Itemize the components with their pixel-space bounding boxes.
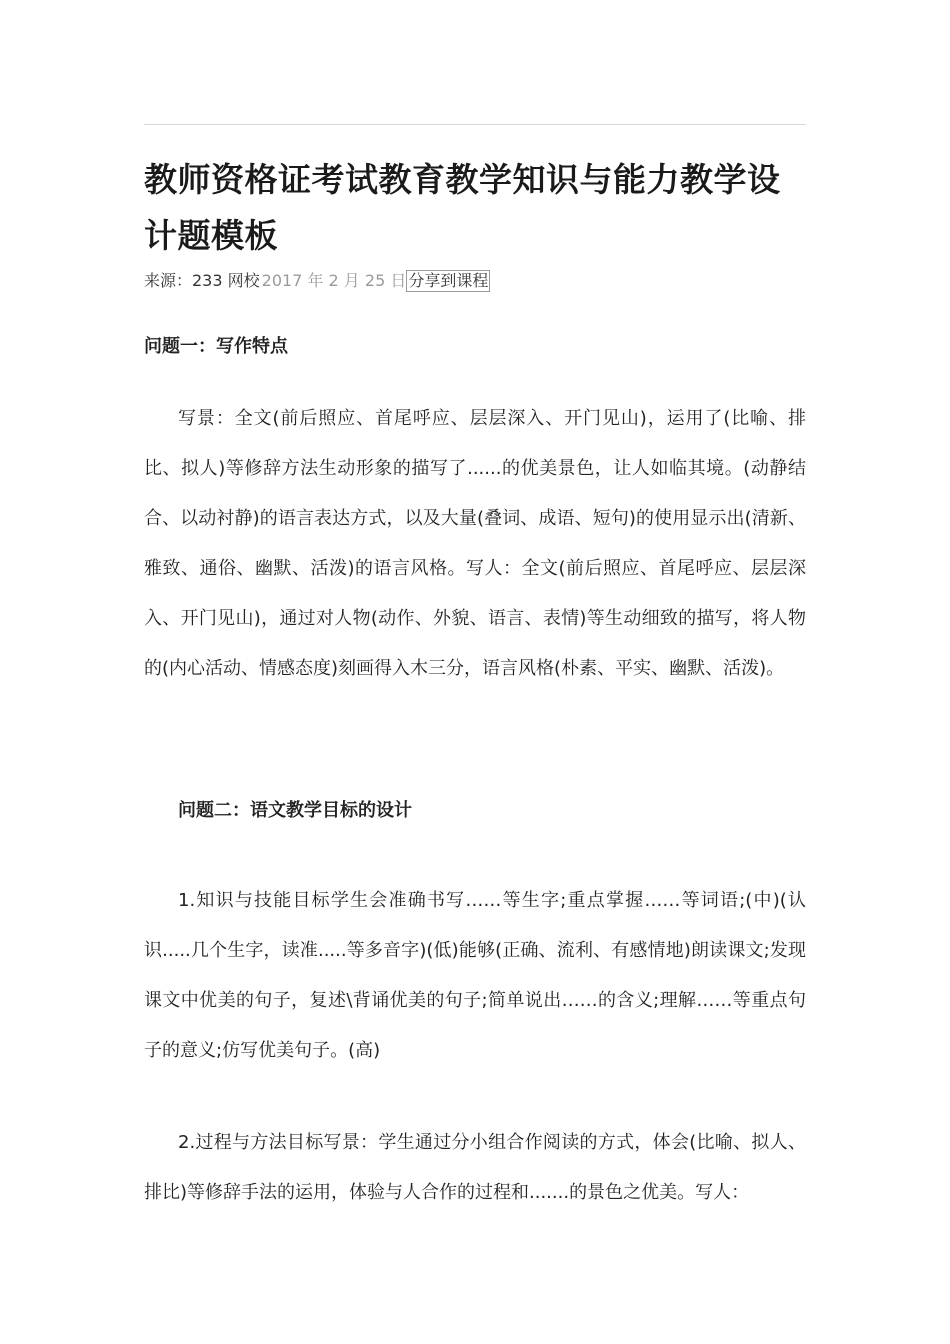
share-to-course-button[interactable]: 分享到课程 [408, 271, 489, 290]
top-divider [144, 124, 806, 125]
paragraph-knowledge-skill-goal: 1.知识与技能目标学生会准确书写……等生字;重点掌握……等词语;(中)(认识.....几个生字，读准.....等多音字)(低)能够(正确、流利、有感情地)朗读课文;发现课文中优美的句子，复述\背诵优美的句子;简单说出……的含义;理解……等重点句子的意义;仿写优美句子。(高) [144, 890, 806, 1061]
source-label: 来源：233 网校 [144, 271, 260, 290]
section-heading-writing-features: 问题一：写作特点 [144, 336, 288, 357]
article-meta [144, 268, 490, 294]
paragraph-process-method-goal: 2.过程与方法目标写景：学生通过分小组合作阅读的方式，体会(比喻、拟人、排比)等修辞手法的运用，体验与人合作的过程和.......的景色之优美。写人： [144, 1132, 806, 1203]
publish-date: 2017 年 2 月 25 日 [261, 271, 407, 290]
section-heading-teaching-goals: 问题二：语文教学目标的设计 [178, 800, 412, 821]
article-title: 教师资格证考试教育教学知识与能力教学设计题模板 [144, 160, 781, 255]
paragraph-writing-features: 写景：全文(前后照应、首尾呼应、层层深入、开门见山)，运用了(比喻、排比、拟人)等修辞方法生动形象的描写了......的优美景色，让人如临其境。(动静结合、以动衬静)的语言表达方式，以及大量(叠词、成语、短句)的使用显示出(清新、雅致、通俗、幽默、活泼)的语言风格。写人：全文(前后照应、首尾呼应、层层深入、开门见山)，通过对人物(动作、外貌、语言、表情)等生动细致的描写，将人物的(内心活动、情感态度)刻画得入木三分，语言风格(朴素、平实、幽默、活泼)。 [144, 408, 806, 679]
